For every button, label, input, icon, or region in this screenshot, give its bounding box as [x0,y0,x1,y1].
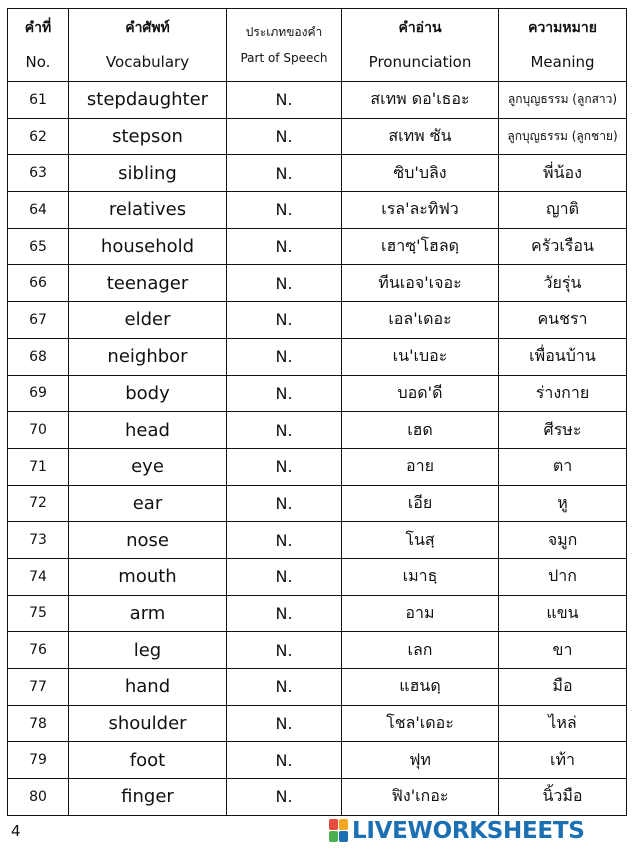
table-row [8,705,627,742]
cell-word: relatives [69,192,227,229]
cell-no: 73 [8,522,69,559]
cell-word: finger [69,779,227,816]
cell-pos: N. [227,412,342,449]
cell-no: 68 [8,338,69,375]
cell-no: 70 [8,412,69,449]
table-row [8,302,627,339]
table-body [8,82,627,816]
cell-word: body [69,375,227,412]
cell-pronunciation: เฮด [342,412,499,449]
table-row [8,632,627,669]
cell-word: neighbor [69,338,227,375]
cell-word: foot [69,742,227,779]
cell-no: 62 [8,118,69,155]
cell-pronunciation: ซิบ'บลิง [342,155,499,192]
cell-meaning: วัยรุ่น [499,265,627,302]
cell-meaning: ญาติ [499,192,627,229]
header-vocab-thai: คำศัพท์ [125,19,170,36]
header-pronunciation [342,9,499,82]
cell-meaning: จมูก [499,522,627,559]
cell-pronunciation: เมาธฺ [342,558,499,595]
table-row [8,522,627,559]
cell-no: 66 [8,265,69,302]
cell-pronunciation: เอล'เดอะ [342,302,499,339]
cell-no: 75 [8,595,69,632]
table-row [8,192,627,229]
cell-no: 65 [8,228,69,265]
cell-meaning: นิ้วมือ [499,779,627,816]
header-no-thai: คำที่ [24,19,52,36]
table-row [8,669,627,706]
header-pos-thai: ประเภทของคำ [245,25,323,39]
table-row [8,448,627,485]
cell-no: 78 [8,705,69,742]
cell-no: 64 [8,192,69,229]
cell-meaning: ครัวเรือน [499,228,627,265]
cell-pronunciation: ฟุท [342,742,499,779]
cell-word: sibling [69,155,227,192]
cell-pronunciation: แฮนดฺ [342,669,499,706]
cell-word: eye [69,448,227,485]
cell-word: leg [69,632,227,669]
liveworksheets-icon [329,819,349,843]
cell-pos: N. [227,338,342,375]
header-no [8,9,69,82]
brand-name: LIVEWORKSHEETS [352,818,585,844]
page-number: 4 [11,822,21,840]
cell-word: elder [69,302,227,339]
header-meaning [499,9,627,82]
cell-word: stepson [69,118,227,155]
table-row [8,742,627,779]
table-row [8,375,627,412]
cell-word: shoulder [69,705,227,742]
cell-no: 80 [8,779,69,816]
header-mean-thai: ความหมาย [528,19,597,36]
cell-no: 76 [8,632,69,669]
header-vocab-eng: Vocabulary [105,52,190,71]
cell-pos: N. [227,522,342,559]
cell-word: arm [69,595,227,632]
cell-pos: N. [227,448,342,485]
cell-meaning: เพื่อนบ้าน [499,338,627,375]
cell-meaning: ลูกบุญธรรม (ลูกสาว) [499,82,627,119]
header-part-of-speech [227,9,342,82]
cell-word: nose [69,522,227,559]
cell-pos: N. [227,632,342,669]
cell-no: 72 [8,485,69,522]
cell-pos: N. [227,742,342,779]
cell-pos: N. [227,118,342,155]
cell-meaning: ศีรษะ [499,412,627,449]
cell-pronunciation: อาม [342,595,499,632]
cell-meaning: ตา [499,448,627,485]
cell-pronunciation: ทีนเอจ'เจอะ [342,265,499,302]
cell-no: 67 [8,302,69,339]
cell-pos: N. [227,155,342,192]
cell-word: mouth [69,558,227,595]
cell-pronunciation: เอีย [342,485,499,522]
table-row [8,82,627,119]
cell-pos: N. [227,302,342,339]
table-row [8,118,627,155]
table-row [8,228,627,265]
cell-pos: N. [227,485,342,522]
cell-no: 69 [8,375,69,412]
liveworksheets-logo[interactable] [329,816,584,846]
table-row [8,265,627,302]
cell-pronunciation: ฟิง'เกอะ [342,779,499,816]
cell-pos: N. [227,779,342,816]
cell-pronunciation: เน'เบอะ [342,338,499,375]
table-row [8,558,627,595]
cell-meaning: ขา [499,632,627,669]
cell-pronunciation: เลก [342,632,499,669]
cell-pronunciation: เฮาซฺ'โฮลดฺ [342,228,499,265]
cell-word: ear [69,485,227,522]
cell-pos: N. [227,82,342,119]
cell-meaning: หู [499,485,627,522]
cell-no: 79 [8,742,69,779]
table-row [8,595,627,632]
cell-pronunciation: โชล'เดอะ [342,705,499,742]
table-row [8,485,627,522]
cell-word: hand [69,669,227,706]
cell-meaning: ร่างกาย [499,375,627,412]
cell-no: 63 [8,155,69,192]
cell-word: head [69,412,227,449]
cell-pronunciation: เรล'ละทิฟว [342,192,499,229]
cell-no: 61 [8,82,69,119]
cell-pronunciation: บอด'ดี [342,375,499,412]
cell-pronunciation: สเทพ ซัน [342,118,499,155]
cell-word: teenager [69,265,227,302]
cell-meaning: ลูกบุญธรรม (ลูกชาย) [499,118,627,155]
cell-meaning: พี่น้อง [499,155,627,192]
cell-pos: N. [227,705,342,742]
cell-meaning: ปาก [499,558,627,595]
cell-no: 71 [8,448,69,485]
cell-pos: N. [227,228,342,265]
cell-pronunciation: สเทพ ดอ'เธอะ [342,82,499,119]
cell-word: household [69,228,227,265]
header-pron-thai: คำอ่าน [398,19,442,36]
cell-no: 74 [8,558,69,595]
cell-pos: N. [227,375,342,412]
cell-meaning: คนชรา [499,302,627,339]
cell-meaning: แขน [499,595,627,632]
cell-pos: N. [227,265,342,302]
cell-pronunciation: อาย [342,448,499,485]
header-mean-eng: Meaning [530,52,595,71]
cell-pos: N. [227,595,342,632]
cell-meaning: ไหล่ [499,705,627,742]
cell-meaning: มือ [499,669,627,706]
header-vocabulary [69,9,227,82]
cell-pronunciation: โนสฺ [342,522,499,559]
table-row [8,155,627,192]
header-pron-eng: Pronunciation [368,52,472,71]
cell-no: 77 [8,669,69,706]
cell-word: stepdaughter [69,82,227,119]
table-row [8,412,627,449]
vocabulary-table [7,8,627,816]
table-row [8,338,627,375]
header-no-eng: No. [25,52,51,71]
cell-pos: N. [227,192,342,229]
table-header-row [8,9,627,82]
table-row [8,779,627,816]
cell-pos: N. [227,558,342,595]
cell-meaning: เท้า [499,742,627,779]
cell-pos: N. [227,669,342,706]
header-pos-eng: Part of Speech [240,51,328,65]
